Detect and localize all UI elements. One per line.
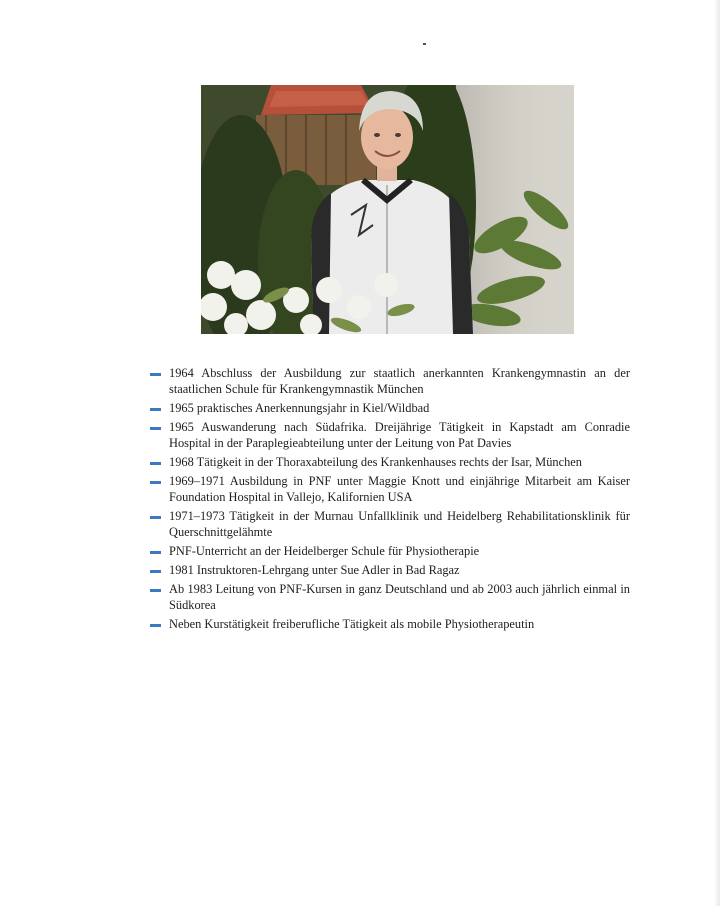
bullet-marker — [150, 551, 161, 554]
list-item-text: Neben Kurstätigkeit freiberufliche Tätigkeit als mobile Physiotherapeutin — [169, 617, 535, 631]
list-item-text: Ab 1983 Leitung von PNF-Kursen in ganz Deutschland und ab 2003 auch jährlich einmal in Südkorea — [169, 582, 630, 612]
list-item — [150, 419, 630, 451]
bullet-marker — [150, 624, 161, 627]
list-item-text: PNF-Unterricht an der Heidelberger Schule für Physiotherapie — [169, 544, 480, 558]
bullet-marker — [150, 516, 161, 519]
bullet-marker — [150, 408, 161, 411]
list-item-text: 1965 praktisches Anerkennungsjahr in Kiel/Wildbad — [169, 401, 430, 415]
portrait-photo — [201, 85, 574, 334]
list-item — [150, 454, 630, 470]
bullet-marker — [150, 570, 161, 573]
bullet-marker — [150, 462, 161, 465]
list-item-text: 1965 Auswanderung nach Südafrika. Dreijährige Tätigkeit in Kapstadt am Conradie Hospital in der Paraplegieabteilung unter der Leitung von Pat Davies — [169, 420, 630, 450]
list-item-text: 1964 Abschluss der Ausbildung zur staatlich anerkannten Krankengymnastin an der staatlichen Schule für Krankengymnastik München — [169, 366, 630, 396]
bullet-marker — [150, 373, 161, 376]
list-item — [150, 562, 630, 578]
bio-list — [150, 365, 630, 635]
list-item-text: 1971–1973 Tätigkeit in der Murnau Unfallklinik und Heidelberg Rehabilitationsklinik für Querschnittgelähmte — [169, 509, 630, 539]
list-item-text: 1969–1971 Ausbildung in PNF unter Maggie Knott und einjährige Mitarbeit am Kaiser Foundation Hospital in Vallejo, Kalifornien USA — [169, 474, 630, 504]
list-item — [150, 581, 630, 613]
scan-edge — [714, 0, 720, 906]
list-item — [150, 473, 630, 505]
bullet-marker — [150, 481, 161, 484]
bullet-marker — [150, 589, 161, 592]
scan-speck — [423, 43, 426, 45]
list-item — [150, 616, 630, 632]
list-item-text: 1981 Instruktoren-Lehrgang unter Sue Adler in Bad Ragaz — [169, 563, 460, 577]
list-item — [150, 400, 630, 416]
list-item — [150, 365, 630, 397]
list-item — [150, 543, 630, 559]
list-item — [150, 508, 630, 540]
list-item-text: 1968 Tätigkeit in der Thoraxabteilung des Krankenhauses rechts der Isar, München — [169, 455, 582, 469]
bullet-marker — [150, 427, 161, 430]
